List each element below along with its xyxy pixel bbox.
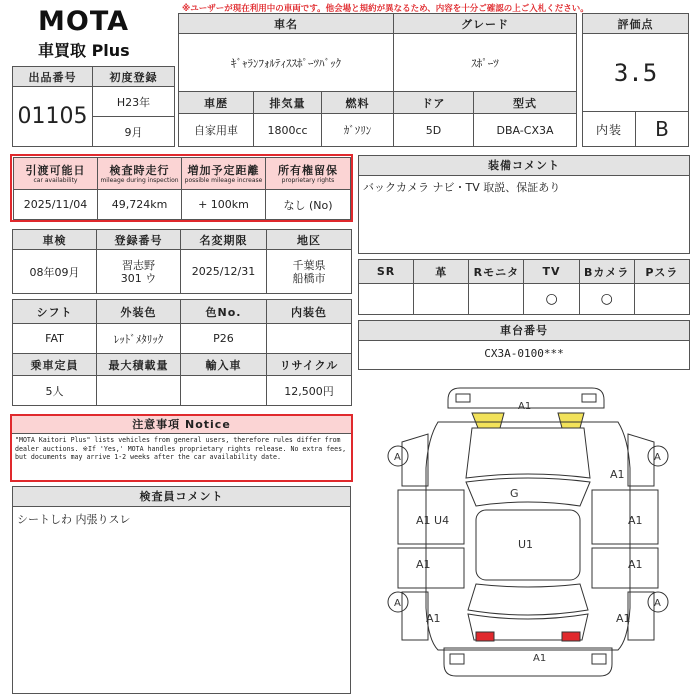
- inspection-date: 08年09月: [13, 250, 97, 294]
- equip-sr-value: [359, 284, 414, 315]
- hood-label: G: [510, 487, 519, 500]
- mota-logo: MOTA: [38, 6, 130, 37]
- delivery-table: [13, 157, 351, 220]
- region-label: 地区: [267, 230, 352, 250]
- max-load: [97, 376, 181, 406]
- right-front-light: [582, 394, 596, 402]
- rights-header: 所有権留保 proprietary rights: [266, 158, 351, 190]
- interior-label: 内装: [583, 112, 636, 147]
- equip-leather-label: 革: [414, 260, 469, 284]
- rear-window-shape: [468, 584, 588, 615]
- right-front-fender: [628, 434, 654, 486]
- interior-color-label: 内装色: [267, 300, 352, 324]
- score-value: 3.5: [583, 34, 689, 112]
- left-rear-reflector: [450, 654, 464, 664]
- left-headlight-mark: [472, 413, 504, 428]
- exterior-color: ﾚｯﾄﾞﾒﾀﾘｯｸ: [97, 324, 181, 354]
- equipment-comment-text: バックカメラ ナビ・TV 取説、保証あり: [363, 181, 561, 194]
- interior-grade: B: [636, 112, 689, 147]
- inspection-label: 車検: [13, 230, 97, 250]
- chassis-box: [358, 320, 690, 370]
- equipment-comment-title: 装備コメント: [359, 156, 689, 176]
- shift: FAT: [13, 324, 97, 354]
- front-bumper-label: A1: [518, 401, 532, 412]
- body-outline: [426, 422, 630, 650]
- score-table: [582, 13, 689, 147]
- equip-leather-value: [414, 284, 469, 315]
- max-load-label: 最大積載量: [97, 354, 181, 376]
- equipment-table: [358, 259, 690, 315]
- capacity-label: 乗車定員: [13, 354, 97, 376]
- inspector-comment-text: シートしわ 内張りスレ: [17, 513, 131, 526]
- hood-shape: [466, 428, 590, 478]
- registration-year: H23年: [93, 87, 175, 117]
- exterior-color-label: 外装色: [97, 300, 181, 324]
- right-front-door: [592, 490, 658, 544]
- right-rear-reflector: [592, 654, 606, 664]
- right-rear-door: [592, 548, 658, 588]
- roof-label: U1: [518, 538, 534, 551]
- top-notice: ※ユーザーが現在利用中の車両です。他会場と規約が異なるため、内容を十分ご確認の上ご入札ください。: [182, 4, 589, 14]
- proprietary-rights: なし (No): [266, 190, 351, 220]
- right-rear-wheel-label: A: [654, 598, 661, 609]
- left-quarter-label: A1: [426, 612, 441, 625]
- right-headlight-mark: [558, 413, 584, 428]
- right-front-label: A1: [610, 468, 625, 481]
- vehicle-spec-table: [178, 13, 577, 147]
- inspector-comment-box: [12, 486, 351, 694]
- model-label: 型式: [474, 92, 577, 114]
- damage-diagram: [368, 378, 688, 696]
- fuel-label: 燃料: [322, 92, 394, 114]
- left-rear-label: A1: [416, 558, 431, 571]
- mileage-header: 検査時走行 mileage during inspection: [98, 158, 182, 190]
- plate-label: 登録番号: [97, 230, 181, 250]
- right-taillight-mark: [562, 632, 580, 641]
- chassis-title: 車台番号: [359, 321, 689, 341]
- availability-header: 引渡可能日 car availability: [14, 158, 98, 190]
- left-front-fender: [402, 434, 428, 486]
- equip-rear-monitor-value: [469, 284, 524, 315]
- equip-sr-label: SR: [359, 260, 414, 284]
- equip-rear-monitor-label: Rモニタ: [469, 260, 524, 284]
- equip-power-slide-label: Pスラ: [634, 260, 689, 284]
- equipment-comment-box: [358, 155, 690, 254]
- registration-table: [12, 229, 352, 294]
- rear-bumper-shape: [444, 648, 612, 676]
- chassis-number: CX3A-0100***: [484, 347, 564, 360]
- inspection-mileage: 49,724km: [98, 190, 182, 220]
- equip-back-camera-value: ○: [579, 284, 634, 315]
- left-door-label: A1 U4: [416, 514, 450, 527]
- details-table: [12, 299, 352, 406]
- history-label: 車歴: [179, 92, 254, 114]
- recycle-fee: 12,500円: [267, 376, 352, 406]
- registration-month: 9月: [93, 117, 175, 147]
- grade: ｽﾎﾟｰﾂ: [394, 34, 577, 92]
- color-number-label: 色No.: [181, 300, 267, 324]
- left-quarter: [402, 592, 428, 640]
- name-change-label: 名変期限: [181, 230, 267, 250]
- interior-color: [267, 324, 352, 354]
- car-name-label: 車名: [179, 14, 394, 34]
- left-front-wheel-label: A: [394, 452, 401, 463]
- equip-power-slide-value: [634, 284, 689, 315]
- shift-label: シフト: [13, 300, 97, 324]
- plate-number: 習志野 301 ウ: [97, 250, 181, 294]
- model-code: DBA-CX3A: [474, 114, 577, 147]
- lot-table: [12, 66, 175, 147]
- equip-back-camera-label: Bカメラ: [579, 260, 634, 284]
- increase-header: 増加予定距離 possible mileage increase: [182, 158, 266, 190]
- region: 千葉県 船橋市: [267, 250, 352, 294]
- right-door-label: A1: [628, 514, 643, 527]
- recycle-label: リサイクル: [267, 354, 352, 376]
- windshield-shape: [466, 478, 590, 506]
- mileage-increase: + 100km: [182, 190, 266, 220]
- score-label: 評価点: [583, 14, 689, 34]
- left-front-light: [456, 394, 470, 402]
- door-label: ドア: [394, 92, 474, 114]
- fuel: ｶﾞｿﾘﾝ: [322, 114, 394, 147]
- displacement: 1800cc: [254, 114, 322, 147]
- notice-title: 注意事項 Notice: [12, 416, 351, 434]
- right-rear-label: A1: [628, 558, 643, 571]
- first-registration-label: 初度登録: [93, 67, 175, 87]
- rear-bumper-label: A1: [533, 653, 547, 664]
- mota-logo-subtitle: 車買取 Plus: [38, 41, 130, 60]
- door: 5D: [394, 114, 474, 147]
- right-quarter-label: A1: [616, 612, 631, 625]
- equip-tv-label: TV: [524, 260, 579, 284]
- name-change-deadline: 2025/12/31: [181, 250, 267, 294]
- color-number: P26: [181, 324, 267, 354]
- car-name: ｷﾞｬﾗﾝﾌｫﾙﾃｨｽｽﾎﾟｰﾂﾊﾞｯｸ: [179, 34, 394, 92]
- right-quarter: [628, 592, 654, 640]
- history: 自家用車: [179, 114, 254, 147]
- left-rear-door: [398, 548, 464, 588]
- capacity: 5人: [13, 376, 97, 406]
- lot-label: 出品番号: [13, 67, 93, 87]
- lot-number: 01105: [13, 87, 93, 147]
- import: [181, 376, 267, 406]
- notice-box: [10, 414, 353, 482]
- import-label: 輸入車: [181, 354, 267, 376]
- availability-date: 2025/11/04: [14, 190, 98, 220]
- notice-text: "MOTA Kaitori Plus" lists vehicles from general users, therefore rules differ from dealer auctions. ※If 'Yes,' MOTA handles proprietary rights release. No extra fees, but documents may arrive 1-2 weeks after the car availability date.: [15, 436, 347, 461]
- right-front-wheel-label: A: [654, 452, 661, 463]
- left-rear-wheel-label: A: [394, 598, 401, 609]
- inspector-comment-title: 検査員コメント: [13, 487, 350, 507]
- equip-tv-value: ○: [524, 284, 579, 315]
- displacement-label: 排気量: [254, 92, 322, 114]
- grade-label: グレード: [394, 14, 577, 34]
- left-taillight-mark: [476, 632, 494, 641]
